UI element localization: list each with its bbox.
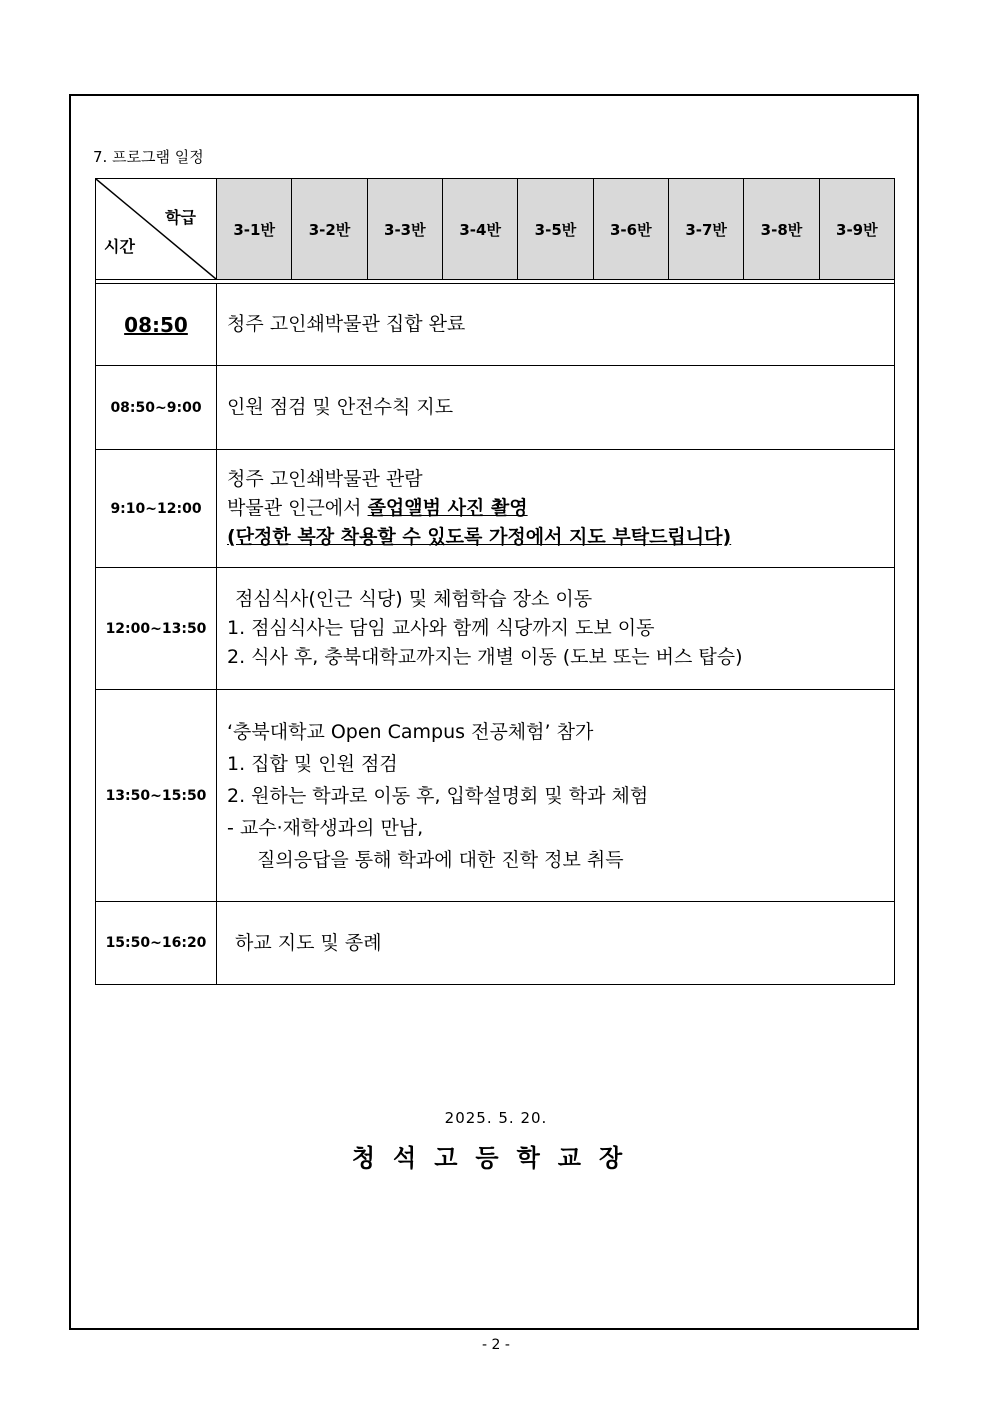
class-header: 3-2반 — [292, 179, 367, 280]
schedule-row — [96, 902, 895, 985]
schedule-row — [96, 366, 895, 450]
activity-cell: 하교 지도 및 종례 — [217, 902, 895, 985]
class-header: 3-9반 — [819, 179, 894, 280]
activity-cell: 점심식사(인근 식당) 및 체험학습 장소 이동 1. 점심식사는 담임 교사와 함께 식당까지 도보 이동 2. 식사 후, 충북대학교까지는 개별 이동 (도보 또는 버스 탑승) — [217, 568, 895, 690]
class-header: 3-4반 — [442, 179, 517, 280]
diagonal-header-cell — [96, 179, 217, 280]
class-axis-label: 학급 — [165, 208, 196, 227]
time-cell: 15:50~16:20 — [96, 902, 217, 985]
schedule-row — [96, 450, 895, 568]
dress-code-notice: (단정한 복장 착용할 수 있도록 가정에서 지도 부탁드립니다) — [227, 526, 732, 548]
time-cell: 08:50~9:00 — [96, 366, 217, 450]
time-axis-label: 시간 — [104, 237, 135, 256]
class-header: 3-7반 — [668, 179, 743, 280]
class-header: 3-8반 — [744, 179, 819, 280]
graduation-photo-notice: 졸업앨범 사진 촬영 — [367, 497, 528, 519]
time-cell: 12:00~13:50 — [96, 568, 217, 690]
document-date: 2025. 5. 20. — [444, 1109, 548, 1127]
activity-cell: 청주 고인쇄박물관 집합 완료 — [217, 284, 895, 366]
section-title: 7. 프로그램 일정 — [93, 148, 204, 166]
class-header: 3-1반 — [217, 179, 292, 280]
time-cell: 08:50 — [96, 284, 217, 366]
class-header: 3-5반 — [518, 179, 593, 280]
schedule-row — [96, 568, 895, 690]
page-number: - 2 - — [482, 1337, 510, 1353]
header-row — [96, 179, 895, 280]
school-principal-signature: 청석고등학교장 — [351, 1143, 641, 1172]
schedule-row — [96, 690, 895, 902]
activity-cell: 인원 점검 및 안전수칙 지도 — [217, 366, 895, 450]
time-cell: 9:10~12:00 — [96, 450, 217, 568]
schedule-row — [96, 284, 895, 366]
class-header: 3-6반 — [593, 179, 668, 280]
diagonal-line — [96, 179, 216, 279]
activity-cell: ‘충북대학교 Open Campus 전공체험’ 참가 1. 집합 및 인원 점검 2. 원하는 학과로 이동 후, 입학설명회 및 학과 체험 - 교수·재학생과의 만남, 질의응답을 통해 학과에 대한 진학 정보 취득 — [217, 690, 895, 902]
class-header: 3-3반 — [367, 179, 442, 280]
time-cell: 13:50~15:50 — [96, 690, 217, 902]
activity-cell: 청주 고인쇄박물관 관람 박물관 인근에서 졸업앨범 사진 촬영 (단정한 복장 착용할 수 있도록 가정에서 지도 부탁드립니다) — [217, 450, 895, 568]
schedule-table — [95, 178, 895, 985]
